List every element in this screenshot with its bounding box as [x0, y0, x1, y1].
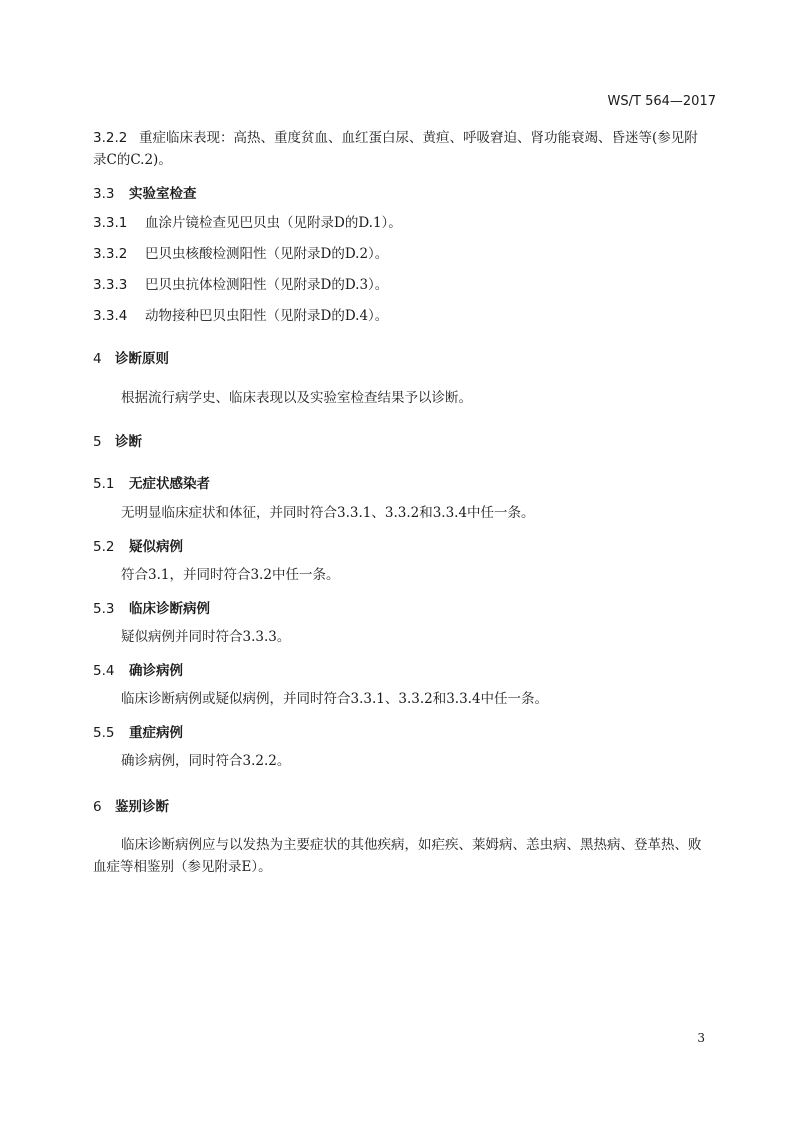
section-5-5-body: 确诊病例，同时符合3.2.2。 [121, 753, 291, 769]
heading-title: 疑似病例 [129, 539, 183, 555]
heading-5-4 [93, 659, 183, 679]
heading-number: 3.3 [93, 186, 115, 202]
heading-number: 5.4 [93, 663, 115, 679]
heading-5-1 [93, 472, 210, 492]
clause-text: 巴贝虫核酸检测阳性（见附录D的D.2）。 [145, 246, 389, 262]
section-4-body: 根据流行病学史、临床表现以及实验室检查结果予以诊断。 [121, 390, 472, 406]
clause-number: 3.3.2 [93, 246, 128, 262]
heading-title: 无症状感染者 [129, 476, 210, 492]
heading-5-2 [93, 535, 183, 555]
clause-3-3-3 [93, 274, 388, 296]
page-number: 3 [697, 1031, 705, 1045]
heading-title: 确诊病例 [129, 663, 183, 679]
clause-text: 巴贝虫抗体检测阳性（见附录D的D.3）。 [145, 277, 389, 293]
heading-5 [93, 430, 142, 450]
heading-5-5 [93, 721, 183, 741]
heading-number: 5 [93, 434, 102, 450]
heading-number: 6 [93, 799, 102, 815]
heading-4 [93, 347, 169, 367]
heading-title: 诊断 [115, 434, 142, 450]
clause-number: 3.3.1 [93, 215, 128, 231]
standard-code-header: WS/T 564—2017 [607, 94, 716, 109]
section-5-4-body: 临床诊断病例或疑似病例，并同时符合3.3.1、3.3.2和3.3.4中任一条。 [121, 691, 549, 707]
heading-title: 实验室检查 [129, 186, 197, 202]
heading-number: 4 [93, 351, 102, 367]
heading-3-3 [93, 182, 197, 202]
clause-3-3-1 [93, 212, 402, 234]
clause-text: 血涂片镜检查见巴贝虫（见附录D的D.1）。 [145, 215, 402, 231]
clause-text: 重症临床表现：高热、重度贫血、血红蛋白尿、黄疸、呼吸窘迫、肾功能衰竭、昏迷等(参见附 [139, 130, 698, 146]
clause-3-2-2-line2: 录C的C.2)。 [93, 152, 172, 168]
clause-3-3-4 [93, 305, 388, 327]
clause-number: 3.3.4 [93, 308, 128, 324]
clause-number: 3.2.2 [93, 130, 128, 146]
heading-5-3 [93, 597, 210, 617]
section-5-3-body: 疑似病例并同时符合3.3.3。 [121, 629, 291, 645]
heading-number: 5.5 [93, 725, 115, 741]
section-5-2-body: 符合3.1，并同时符合3.2中任一条。 [121, 567, 340, 583]
heading-number: 5.2 [93, 539, 115, 555]
heading-number: 5.3 [93, 601, 115, 617]
heading-title: 临床诊断病例 [129, 601, 210, 617]
clause-3-3-2 [93, 243, 388, 265]
heading-6 [93, 795, 169, 815]
heading-title: 鉴别诊断 [115, 799, 169, 815]
heading-title: 重症病例 [129, 725, 183, 741]
heading-number: 5.1 [93, 476, 115, 492]
clause-number: 3.3.3 [93, 277, 128, 293]
heading-title: 诊断原则 [115, 351, 169, 367]
section-6-body-line1: 临床诊断病例应与以发热为主要症状的其他疾病，如疟疾、莱姆病、恙虫病、黑热病、登革热、败 [121, 837, 702, 853]
clause-3-2-2-line1 [93, 127, 698, 149]
clause-text: 动物接种巴贝虫阳性（见附录D的D.4）。 [145, 308, 389, 324]
section-6-body-line2: 血症等相鉴别（参见附录E）。 [93, 859, 272, 875]
section-5-1-body: 无明显临床症状和体征，并同时符合3.3.1、3.3.2和3.3.4中任一条。 [121, 505, 535, 521]
